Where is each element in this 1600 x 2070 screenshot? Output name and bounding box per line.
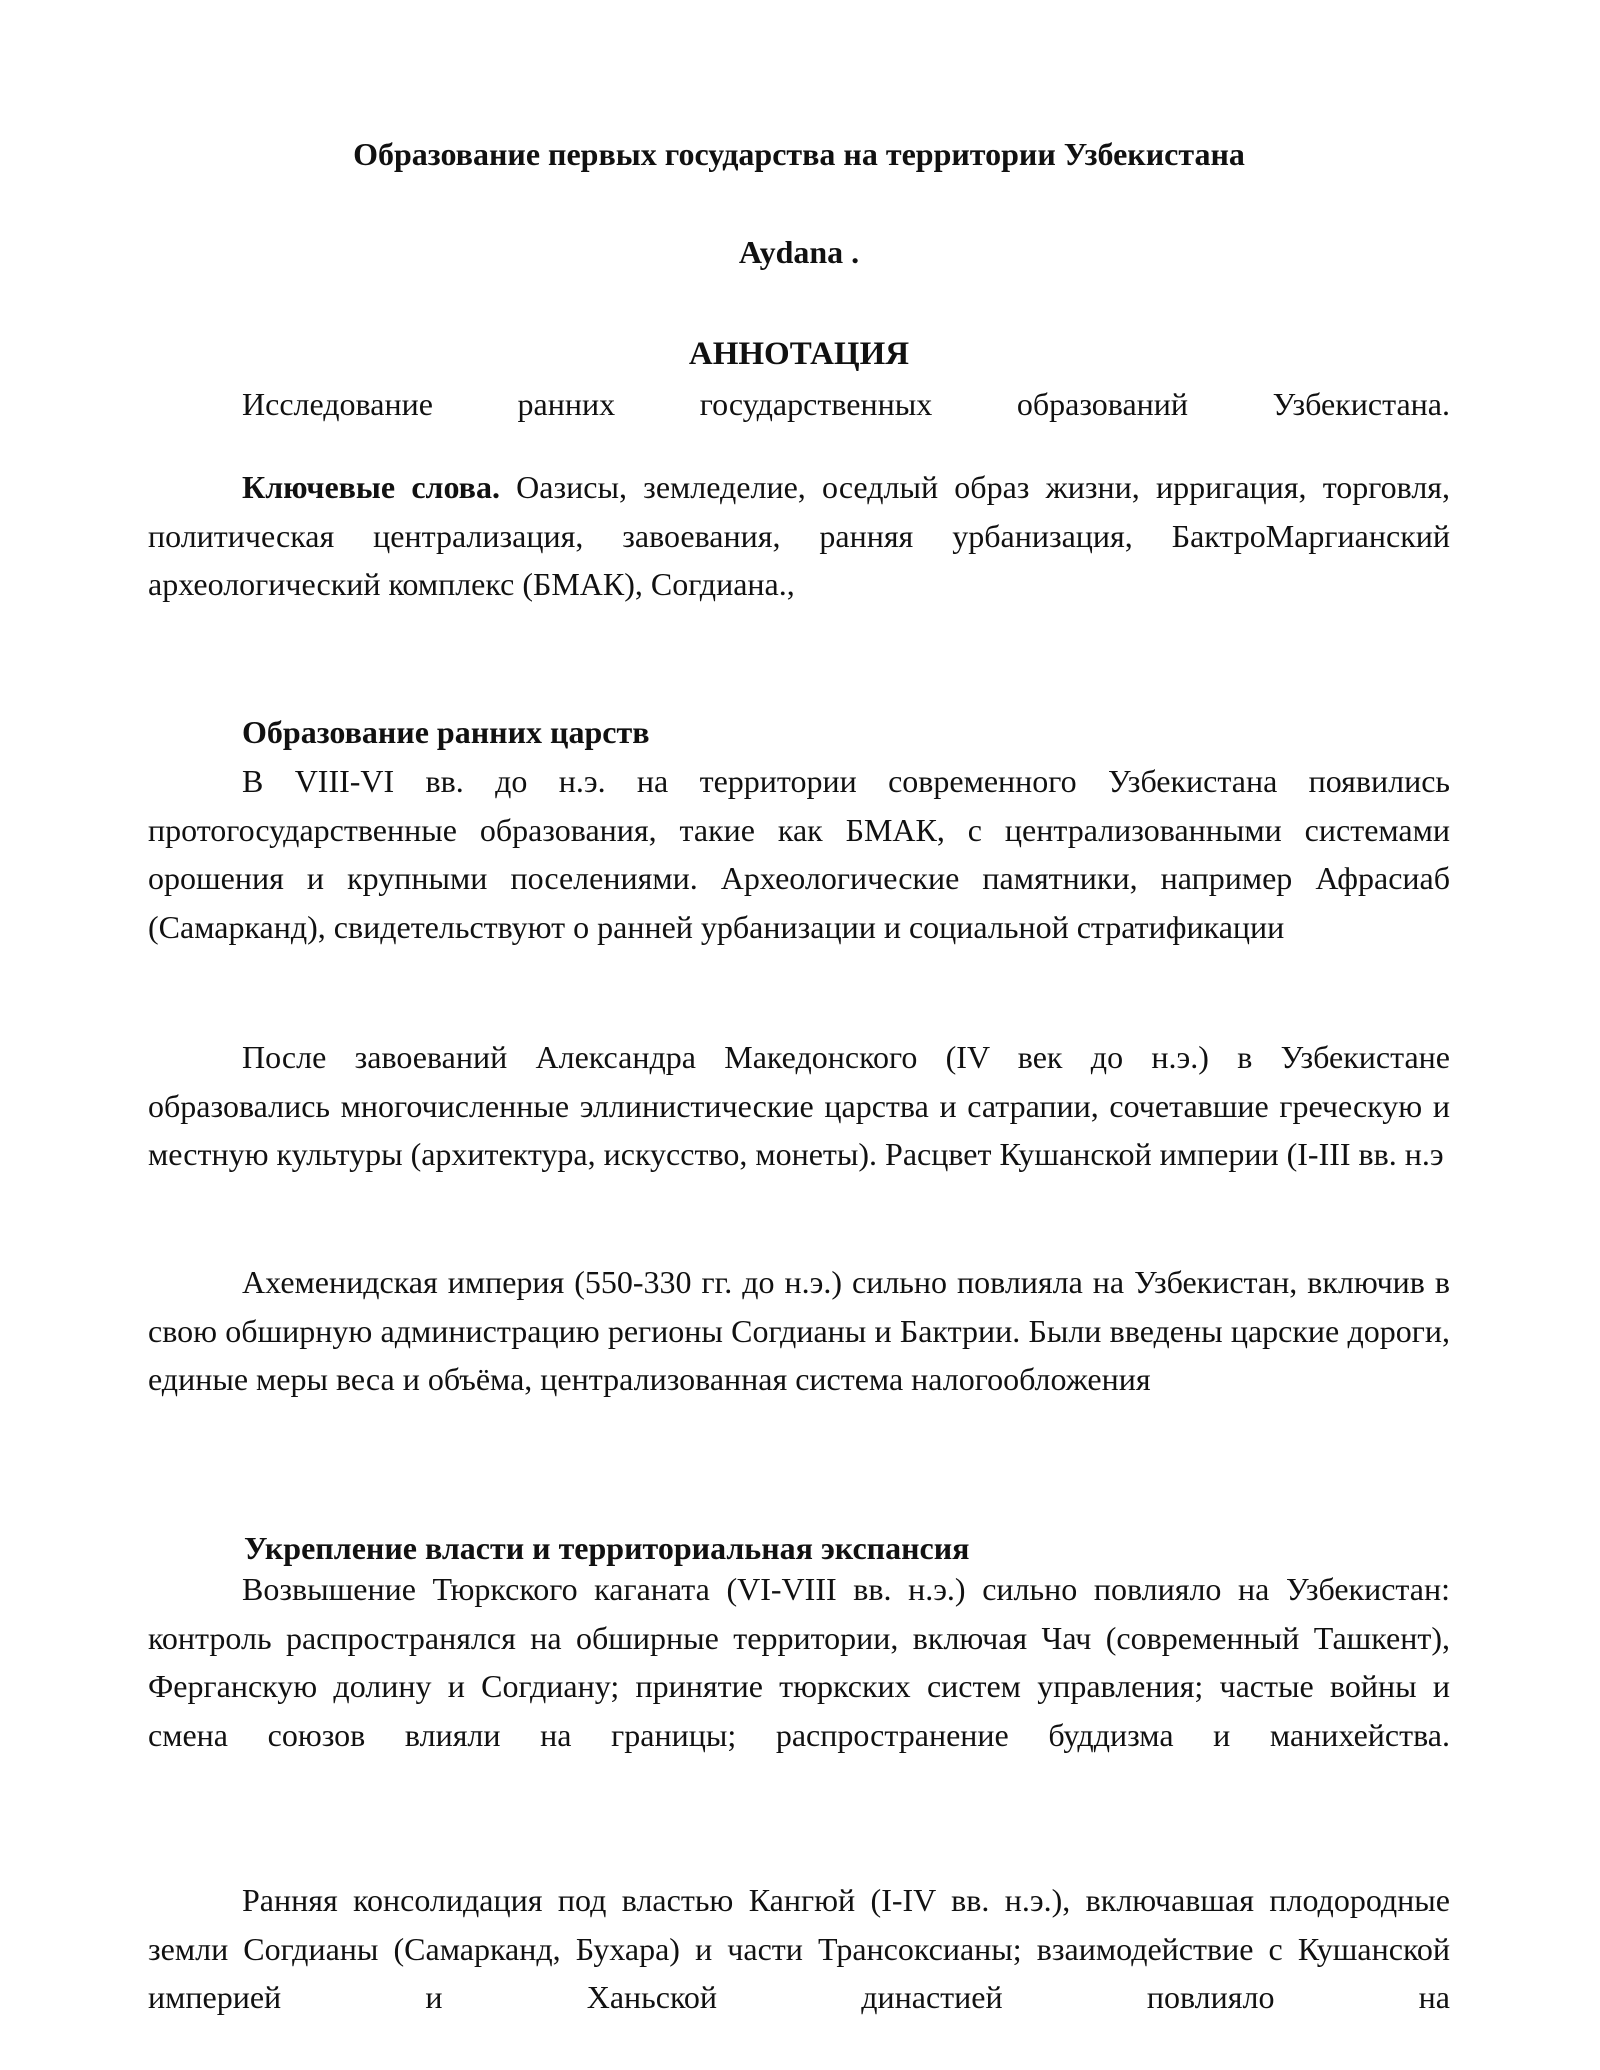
document-title: Образование первых государства на территории Узбекистана bbox=[353, 136, 1245, 172]
annotation-heading: АННОТАЦИЯ bbox=[688, 336, 910, 372]
keywords-label: Ключевые слова. bbox=[242, 469, 500, 505]
paragraph: После завоеваний Александра Македонского (IV век до н.э.) в Узбекистане образовались многочисленные эллинистические царства и сатрапии, сочетавшие греческую и местную культуры (архитектура, искусство, монеты). Расцвет Кушанской империи (I-III вв. н.э bbox=[148, 1039, 1450, 1172]
section-heading-early-kingdoms: Образование ранних царств bbox=[242, 714, 650, 750]
author-name: Aydana . bbox=[738, 234, 860, 270]
section-heading-power-expansion: Укрепление власти и территориальная экспансия bbox=[244, 1530, 970, 1566]
paragraph: Возвышение Тюркского каганата (VI-VIII вв. н.э.) сильно повлияло на Узбекистан: контроль распространялся на обширные территории, включая Чач (современный Ташкент), Ферганскую долину и Согдиану; принятие тюркских систем управления; частые войны и смена союзов влияли на границы; распространение буддизма и манихейства. bbox=[148, 1571, 1450, 1753]
keywords-text: Оазисы, земледелие, оседлый образ жизни, ирригация, торговля, политическая централизация, завоевания, ранняя урбанизация, БактроМаргианский археологический комплекс (БМАК), Согдиана., bbox=[148, 469, 1451, 602]
paragraph: В VIII-VI вв. до н.э. на территории современного Узбекистана появились протогосударственные образования, такие как БМАК, с централизованными системами орошения и крупными поселениями. Археологические памятники, например Афрасиаб (Самарканд), свидетельствуют о ранней урбанизации и социальной стратификации bbox=[148, 763, 1450, 945]
annotation-text: Исследование ранних государственных образований Узбекистана. bbox=[242, 386, 1450, 422]
paragraph: Ранняя консолидация под властью Кангюй (I-IV вв. н.э.), включавшая плодородные земли Согдианы (Самарканд, Бухара) и части Трансоксианы; взаимодействие с Кушанской империей и Ханьской династией повлияло на bbox=[148, 1882, 1450, 2015]
keywords-paragraph bbox=[148, 463, 1450, 609]
paragraph: Ахеменидская империя (550-330 гг. до н.э.) сильно повлияла на Узбекистан, включив в свою обширную администрацию регионы Согдианы и Бактрии. Были введены царские дороги, единые меры веса и объёма, централизованная система налогообложения bbox=[148, 1264, 1450, 1397]
